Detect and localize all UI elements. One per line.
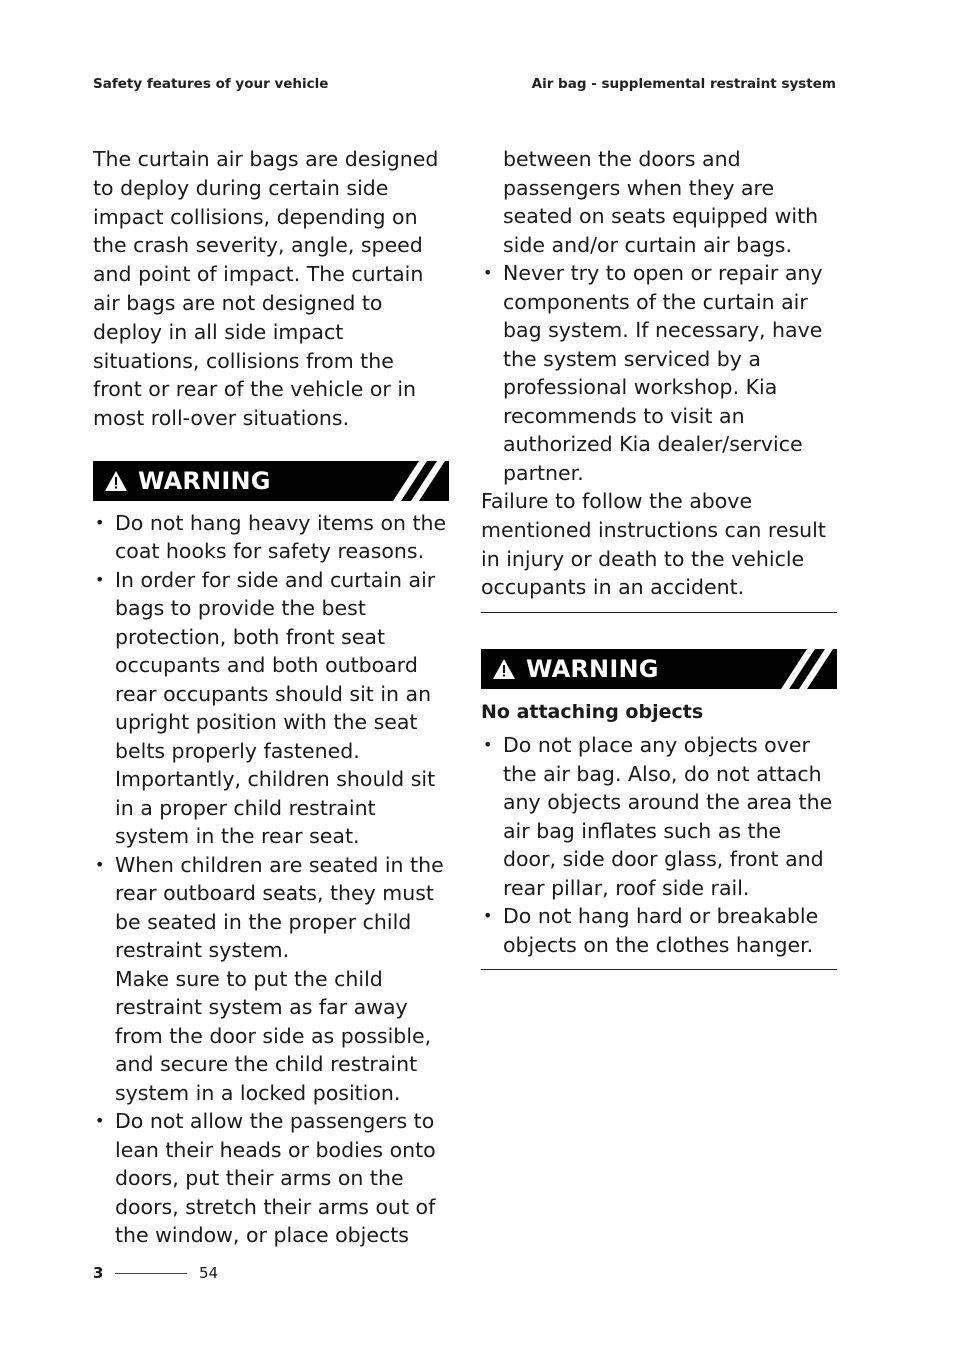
failure-paragraph: Failure to follow the above mentioned instructions can result in injury or death to the vehicle occupants in an accident. [481,489,826,600]
list-item-continued [481,145,837,259]
warning-triangle-icon [492,657,516,681]
footer-rule [115,1273,187,1274]
list-item [93,1107,449,1250]
bullet-icon: • [483,263,493,282]
warning-banner [481,649,837,689]
list-item [481,259,837,487]
bullet-text: In order for side and curtain air bags to provide the best protection, both front seat occupants and both outboard rear occupants should sit in an upright position with the seat belts properly fastened. [115,567,436,763]
section-divider [481,969,837,970]
bullet-icon: • [95,512,105,532]
bullet-icon: • [95,854,105,874]
page-number: 54 [199,1264,219,1282]
bullet-icon: • [483,906,493,926]
header-topic-title: Air bag - supplemental restraint system [531,76,836,92]
warning-subheading: No attaching objects [481,701,704,724]
list-item [481,731,837,902]
bullet-text: Do not hang hard or breakable objects on the clothes hanger. [503,904,819,957]
bullet-text: Do not place any objects over the air bag. Also, do not attach any objects around the area the air bag inflates such as the door, side door glass, front and rear pillar, roof side rail. [503,733,833,900]
bullet-text: Do not allow the passengers to lean their heads or bodies onto doors, put their arms on the doors, stretch their arms out of the window, or place objects [115,1109,436,1248]
bullet-text: Never try to open or repair any components of the curtain air bag system. If necessary, have the system serviced by a professional workshop. Kia recommends to visit an authorized Kia dealer/service partner. [503,261,823,485]
warning-bullet-list [93,509,449,1250]
bullet-text: Do not hang heavy items on the coat hooks for safety reasons. [115,510,447,564]
warning-stripes-decoration [385,461,449,501]
chapter-number: 3 [93,1264,104,1282]
bullet-subtext: Make sure to put the child restraint system as far away from the door side as possible, and secure the child restraint system in a locked position. [115,966,432,1105]
warning-stripes-decoration [773,649,837,689]
warning-banner [93,461,449,501]
page-footer [93,1264,218,1282]
list-item [481,902,837,959]
bullet-icon: • [95,1111,105,1131]
bullet-text: When children are seated in the rear outboard seats, they must be seated in the proper child restraint system. [115,852,444,963]
list-item [93,851,449,1108]
warning-title: WARNING [526,655,659,684]
bullet-text: between the doors and passengers when they are seated on seats equipped with side and/or curtain air bags. [503,147,819,257]
list-item [93,566,449,851]
bullet-icon: • [95,569,105,589]
intro-paragraph: The curtain air bags are designed to deploy during certain side impact collisions, depending on the crash severity, angle, speed and point of impact. The curtain air bags are not designed to deploy in all side impact situations, collisions from the front or rear of the vehicle or in most roll-over situations. [93,147,439,431]
warning-title: WARNING [138,466,271,495]
header-section-title: Safety features of your vehicle [93,76,329,92]
bullet-subtext: Importantly, children should sit in a proper child restraint system in the rear seat. [115,767,436,849]
list-item [93,509,449,566]
right-column [481,145,837,970]
warning-triangle-icon [104,469,128,493]
bullet-icon: • [483,735,493,755]
warning-bullet-list [481,731,837,959]
continued-bullet-list [481,145,837,487]
left-column [93,145,449,1250]
